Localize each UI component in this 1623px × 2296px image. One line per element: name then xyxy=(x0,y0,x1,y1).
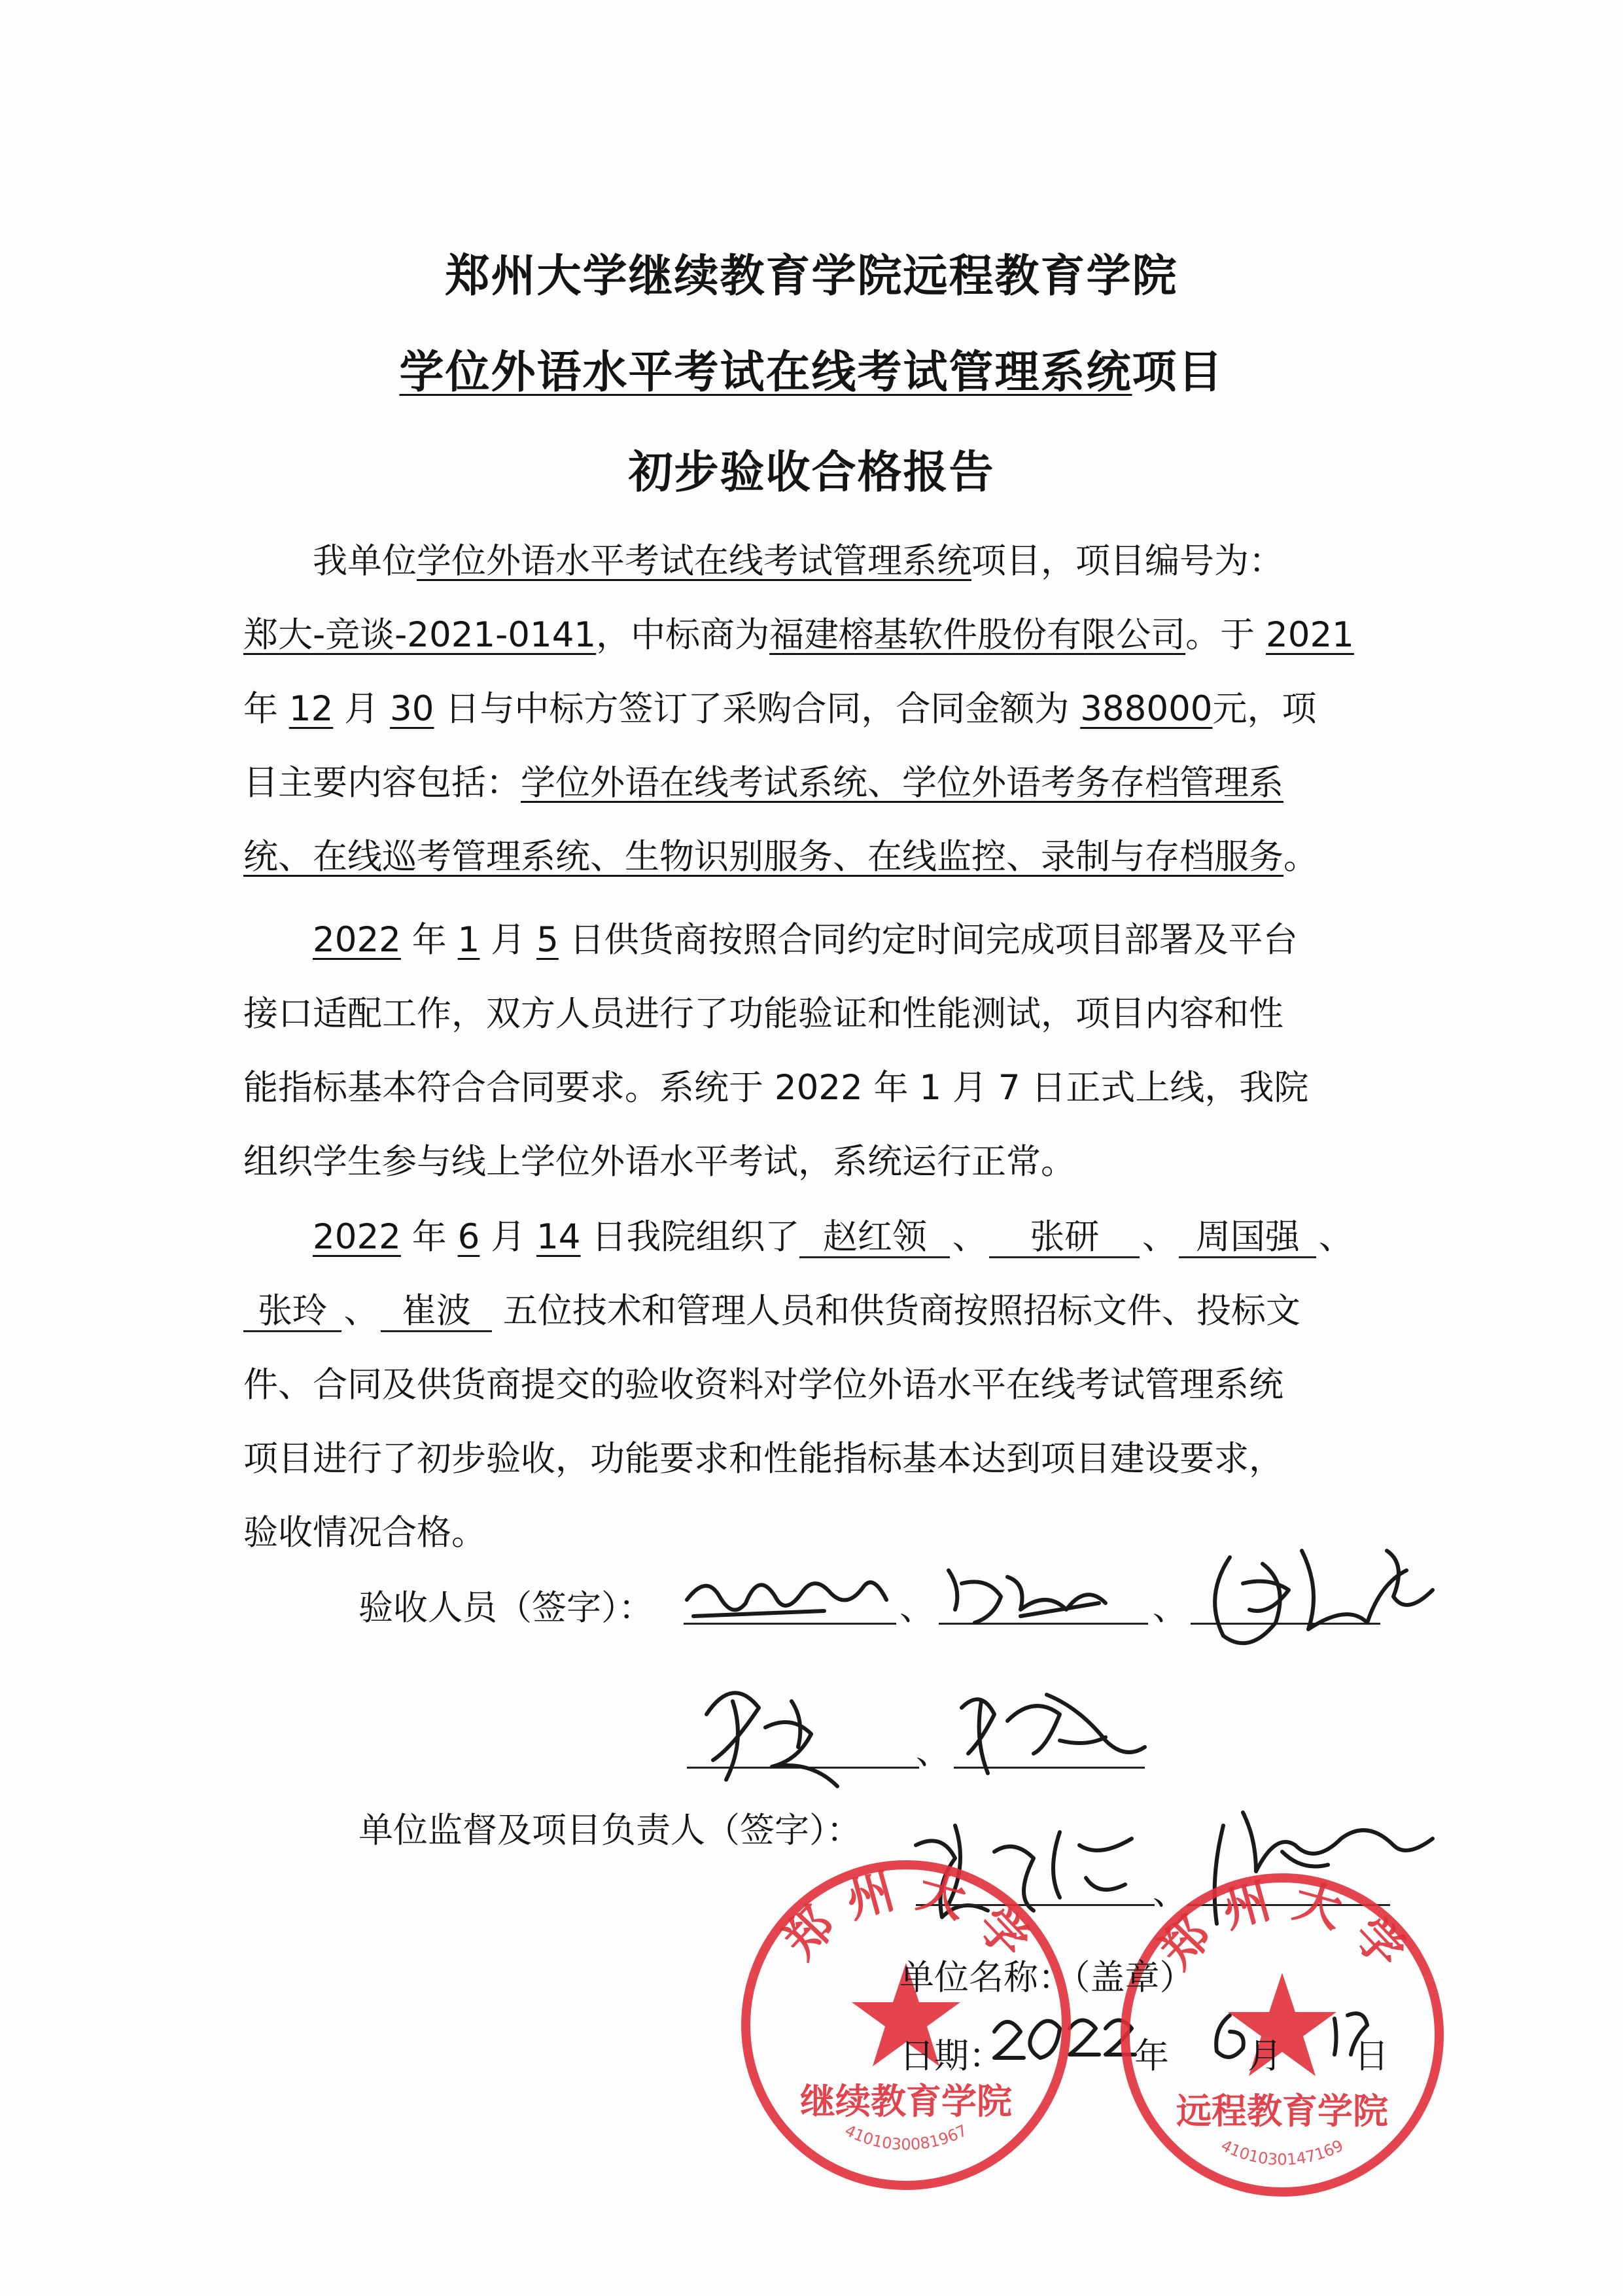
acceptance-label: 验收人员（签字）： xyxy=(358,1588,654,1628)
p2-line2: 接口适配工作，双方人员进行了功能验证和性能测试，项目内容和性 xyxy=(243,994,1283,1034)
p3-line4: 项目进行了初步验收，功能要求和性能指标基本达到项目建设要求， xyxy=(243,1439,1283,1479)
date-line xyxy=(899,2028,1389,2078)
signature-cui xyxy=(707,1693,837,1786)
date-day xyxy=(1282,2036,1354,2076)
p3-line3: 件、合同及供货商提交的验收资料对学位外语水平在线考试管理系统 xyxy=(243,1365,1283,1405)
p3-sep-1: 、 xyxy=(952,1217,987,1257)
p3-year-char: 年 xyxy=(411,1217,447,1257)
p2-day: 5 xyxy=(536,920,559,960)
p2-line3: 能指标基本符合合同要求。系统于 2022 年 1 月 7 日正式上线，我院 xyxy=(243,1068,1309,1108)
date-day-char: 日 xyxy=(1354,2036,1389,2076)
title-project-name: 学位外语水平考试在线考试管理系统 xyxy=(399,347,1132,398)
date-label: 日期： xyxy=(899,2036,1003,2076)
p1-after-day: 日与中标方签订了采购合同，合同金额为 xyxy=(445,689,1070,729)
p3-day: 14 xyxy=(536,1217,581,1257)
p2-month-char: 月 xyxy=(491,920,526,960)
p2-year-char: 年 xyxy=(411,920,447,960)
p1-month-char: 月 xyxy=(344,689,379,729)
p1-end: 。 xyxy=(1283,837,1318,877)
p3-member-5: 崔波 xyxy=(381,1292,492,1332)
p3-year: 2022 xyxy=(313,1217,401,1257)
stamp-continuing-education xyxy=(733,1852,1079,2199)
stamp-left-bottom-text: 继续教育学院 xyxy=(800,2081,1012,2122)
p3-month-char: 月 xyxy=(491,1217,526,1257)
p3-line2-rest: 五位技术和管理人员和供货商按照招标文件、投标文 xyxy=(502,1291,1300,1331)
p1-content-line1: 学位外语在线考试系统、学位外语考务存档管理系 xyxy=(521,763,1283,803)
stamp-left-top-text: 郑 州 大 学 xyxy=(773,1863,1039,1969)
signature-zhang-ling xyxy=(962,1695,1145,1773)
title-line3: 初步验收合格报告 xyxy=(628,447,995,499)
p2-line4: 组织学生参与线上学位外语水平考试，系统运行正常。 xyxy=(243,1142,1075,1182)
signature-zhao xyxy=(687,1582,886,1616)
stamp-right-code: 4101030147169 xyxy=(1218,2136,1346,2169)
stamp-right-top-text: 郑 州 大 学 xyxy=(1149,1873,1416,1979)
p3-member-1: 赵红领 xyxy=(799,1218,950,1258)
p3-sep-2: 、 xyxy=(1142,1217,1177,1257)
date-month xyxy=(1169,2036,1248,2076)
p3-line5: 验收情况合格。 xyxy=(243,1513,486,1553)
p1-sign-month: 12 xyxy=(288,689,334,729)
p3-month: 6 xyxy=(457,1217,480,1257)
p1-vendor-intro: ，中标商为 xyxy=(596,615,770,655)
title-line1: 郑州大学继续教育学院远程教育学院 xyxy=(445,251,1178,302)
p3-member-4: 张玲 xyxy=(243,1292,341,1332)
sig-sep-1: 、 xyxy=(899,1588,934,1628)
p1-after-name: 项目，项目编号为： xyxy=(971,541,1283,581)
p3-member-3: 周国强 xyxy=(1179,1218,1316,1258)
svg-text:4101030147169 xyxy=(1218,2136,1346,2169)
stamp-right-bottom-text: 远程教育学院 xyxy=(1176,2091,1388,2132)
p3-sep-4: 、 xyxy=(343,1291,379,1331)
p3-day-rest: 日我院组织了 xyxy=(591,1217,800,1257)
date-month-char: 月 xyxy=(1248,2036,1282,2076)
supervisor-sep: 、 xyxy=(1153,1873,1187,1913)
p2-month: 1 xyxy=(457,920,480,960)
signature-zhang-yan xyxy=(949,1570,1106,1623)
p1-sign-year: 2021 xyxy=(1266,615,1354,655)
p2-year: 2022 xyxy=(313,920,401,960)
svg-text:4101030081967 xyxy=(842,2121,970,2154)
p3-member-2: 张研 xyxy=(989,1218,1140,1258)
date-year-char: 年 xyxy=(1134,2036,1169,2076)
sig-sep-2: 、 xyxy=(1153,1588,1187,1628)
date-year xyxy=(1003,2036,1134,2076)
p1-project-no: 郑大-竞谈-2021-0141 xyxy=(243,615,597,655)
title-project-suffix: 项目 xyxy=(1132,347,1224,398)
sig-sep-3: 、 xyxy=(916,1732,951,1772)
p2-line1-rest: 日供货商按照合同约定时间完成项目部署及平台 xyxy=(569,920,1298,960)
supervisor-label: 单位监督及项目负责人（签字）： xyxy=(358,1810,862,1850)
p1-sign-day: 30 xyxy=(390,689,434,729)
signature-zhou xyxy=(1215,1551,1433,1643)
stamp-left-code: 4101030081967 xyxy=(841,2121,971,2154)
p1-amount: 388000 xyxy=(1080,689,1213,729)
p1-amount-unit: 元，项 xyxy=(1212,689,1317,729)
p1-content-line2: 统、在线巡考管理系统、生物识别服务、在线监控、录制与存档服务 xyxy=(243,837,1283,877)
p1-prefix: 我单位 xyxy=(313,541,417,581)
p1-content-intro: 目主要内容包括： xyxy=(243,763,521,803)
p1-vendor: 福建榕基软件股份有限公司 xyxy=(769,615,1186,655)
p1-date-intro: 。于 xyxy=(1185,615,1255,655)
unit-label: 单位名称：（盖章） xyxy=(899,1958,1195,1998)
p1-project-name: 学位外语水平考试在线考试管理系统 xyxy=(417,541,971,581)
p1-year-char: 年 xyxy=(243,689,278,729)
p3-sep-3: 、 xyxy=(1318,1217,1353,1257)
